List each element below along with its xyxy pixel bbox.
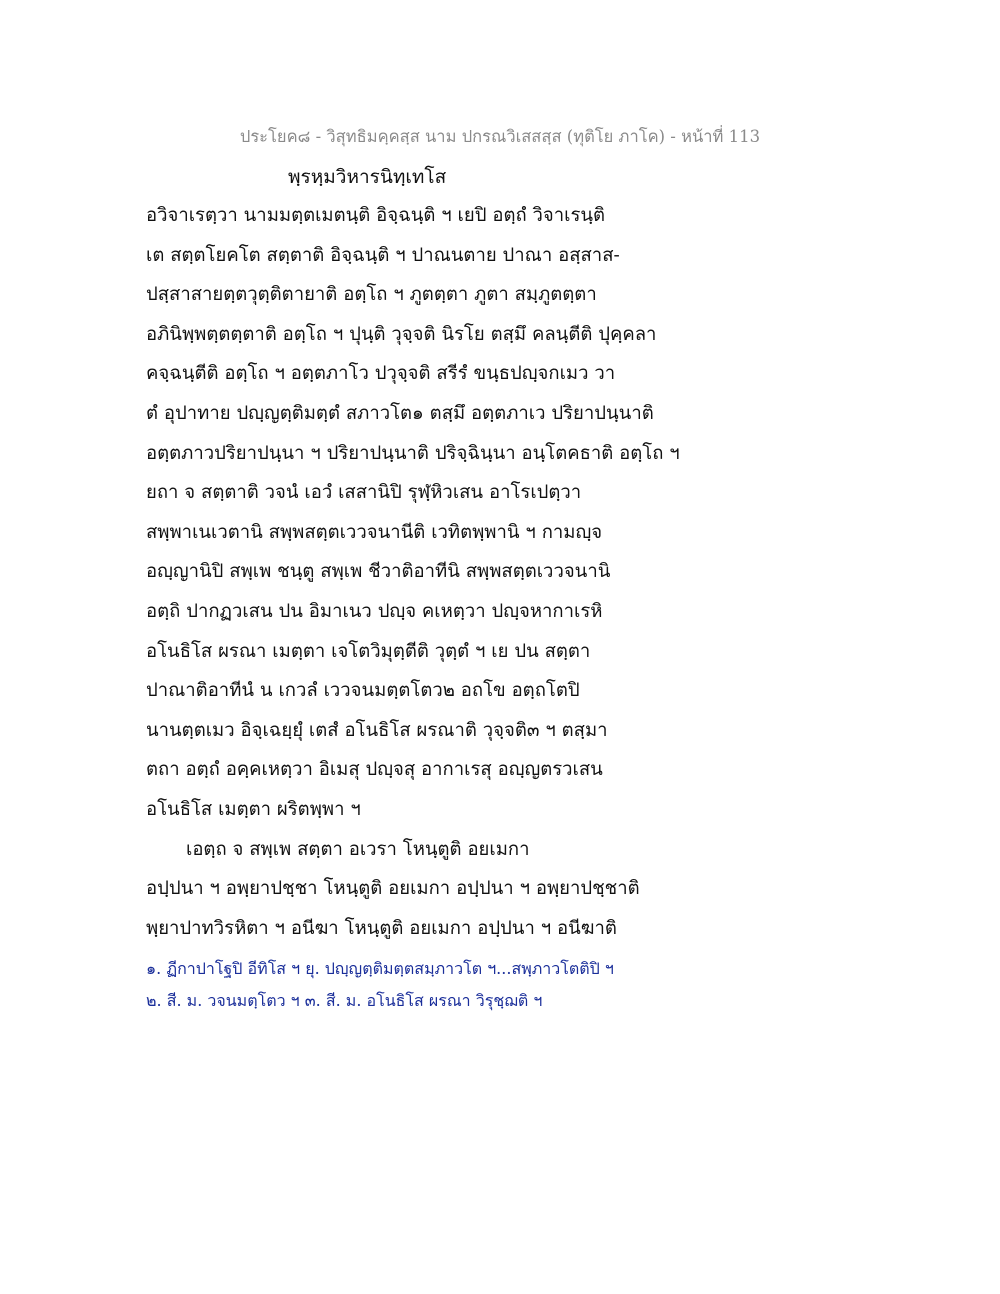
body-line: ปสฺสาสายตฺตวุตฺติตายาติ อตฺโถ ฯ ภูตตฺตา ภูตา สมฺภูตตฺตา [146, 284, 597, 306]
body-line: อตฺถิ ปากฏวเสน ปน อิมาเนว ปญฺจ คเหตฺวา ปญฺจหากาเรหิ [146, 600, 603, 622]
body-line: นานตฺตเมว อิจฺเฉยฺยุํ เตสํ อโนธิโส ผรณาติ วุจฺจติ๓ ฯ ตสฺมา [146, 719, 608, 741]
body-line: อญฺญานิปิ สพฺเพ ชนฺตู สพฺเพ ชีวาติอาทีนิ สพฺพสตฺตเววจนานิ [146, 561, 611, 583]
body-line: อวิจาเรตฺวา นามมตฺตเมตนฺติ อิจฺฉนฺติ ฯ เยปิ อตฺถํ วิจาเรนฺติ [146, 205, 606, 226]
body-line-indented: เอตฺถ จ สพฺเพ สตฺตา อเวรา โหนฺตูติ อยเมกา [186, 838, 530, 860]
body-line: สพฺพาเนเวตานิ สพฺพสตฺตเววจนานีติ เวทิตพฺพานิ ฯ กามญฺจ [146, 521, 603, 543]
body-line: อโนธิโส เมตฺตา ผริตพฺพา ฯ [146, 798, 361, 820]
footnote-line: ๑. ฏีกาปาโฐปิ อีทิโส ฯ ยุ. ปญฺญตฺติมตฺตสมฺภาวโต ฯ...สพฺภาวโตติปิ ฯ [146, 959, 614, 978]
section-title: พฺรหฺมวิหารนิทฺเทโส [288, 166, 447, 188]
body-line: ตถา อตฺถํ อคฺคเหตฺวา อิเมสุ ปญฺจสุ อากาเรสุ อญฺญตรวเสน [146, 759, 603, 781]
body-text [146, 196, 706, 948]
body-line: อภินิพฺพตฺตตฺตาติ อตฺโถ ฯ ปุนฺติ วุจฺจติ นิรโย ตสฺมึ คลนฺตีติ ปุคฺคลา [146, 323, 657, 345]
body-line: เต สตฺตโยคโต สตฺตาติ อิจฺฉนฺติ ฯ ปาณนตาย ปาณา อสฺสาส- [146, 244, 620, 266]
body-line: อโนธิโส ผรณา เมตฺตา เจโตวิมุตฺตีติ วุตฺตํ ฯ เย ปน สตฺตา [146, 640, 591, 662]
body-line: คจฺฉนฺตีติ อตฺโถ ฯ อตฺตภาโว ปวุจฺจติ สรีรํ ขนฺธปญฺจกเมว วา [146, 363, 616, 385]
body-line: อปฺปนา ฯ อพฺยาปชฺชา โหนฺตูติ อยเมกา อปฺปนา ฯ อพฺยาปชฺชาติ [146, 878, 640, 900]
body-line: พฺยาปาทวิรหิตา ฯ อนีฆา โหนฺตูติ อยเมกา อปฺปนา ฯ อนีฆาติ [146, 917, 617, 939]
page-header: ประโยค๘ - วิสุทธิมคฺคสฺส นาม ปกรณวิเสสสฺส (ทุติโย ภาโค) - หน้าที่ 113 [239, 127, 761, 146]
body-line: ตํ อุปาทาย ปญฺญตฺติมตฺตํ สภาวโต๑ ตสฺมึ อตฺตภาเว ปริยาปนฺนาติ [146, 402, 654, 424]
body-line: ยถา จ สตฺตาติ วจนํ เอวํ เสสานิปิ รุฬฺหิวเสน อาโรเปตฺวา [146, 482, 582, 504]
body-line: ปาณาติอาทีนํ น เกวลํ เววจนมตฺตโตว๒ อถโข อตฺถโตปิ [146, 680, 580, 702]
body-line: อตฺตภาวปริยาปนฺนา ฯ ปริยาปนฺนาติ ปริจฺฉินฺนา อนฺโตคธาติ อตฺโถ ฯ [146, 442, 680, 464]
footnotes [146, 953, 746, 1017]
footnote-line: ๒. สี. ม. วจนมตฺโตว ฯ ๓. สี. ม. อโนธิโส ผรณา วิรุชฺฌติ ฯ [146, 991, 543, 1010]
